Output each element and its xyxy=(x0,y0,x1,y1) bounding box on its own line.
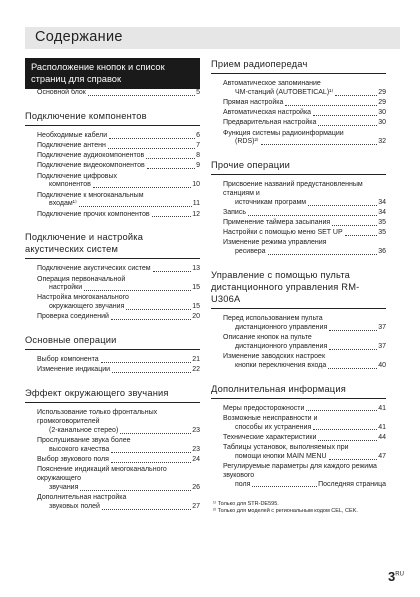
page-ref: Последняя страница xyxy=(318,480,386,488)
leader-dots xyxy=(335,95,377,96)
toc-section xyxy=(211,58,386,147)
leader-dots xyxy=(318,440,377,441)
toc-section xyxy=(25,58,200,98)
toc-entry-text: Необходимые кабели xyxy=(37,131,108,139)
leader-dots xyxy=(252,486,317,487)
toc-entry-text: Меры предосторожности xyxy=(223,404,305,412)
toc-entry-text: Подключение акустических систем xyxy=(37,265,151,273)
leader-dots xyxy=(313,115,377,116)
toc-entry-text: Предварительная настройка xyxy=(223,119,317,127)
toc-entry-text: ЧМ-станций (AUTOBETICAL)¹⁾ xyxy=(235,88,334,96)
page-ref: 10 xyxy=(192,181,200,189)
entry-list xyxy=(211,80,386,147)
toc-entry[interactable] xyxy=(223,324,386,333)
footnote: ¹⁾ Только для STR-DE595. xyxy=(213,501,279,508)
leader-dots xyxy=(329,330,377,331)
section-header: Прием радиопередач xyxy=(211,58,386,74)
toc-entry[interactable] xyxy=(37,200,200,209)
page-ref: 37 xyxy=(378,323,386,331)
page-ref: 12 xyxy=(192,210,200,218)
right-column xyxy=(211,58,386,515)
toc-entry-text: Настройки с помощью меню SET UP xyxy=(223,229,343,237)
toc-entry-text: (2-канальное стерео) xyxy=(49,426,119,434)
toc-entry-text: дистанционного управления xyxy=(235,342,328,350)
page-ref: 30 xyxy=(378,119,386,127)
page-ref: 40 xyxy=(378,361,386,369)
leader-dots xyxy=(268,254,378,255)
toc-entry-text: Использование только фронтальных громкоговорителей xyxy=(37,409,158,426)
page-ref: 23 xyxy=(192,426,200,434)
toc-entry-text: Подключение антенн xyxy=(37,141,106,149)
page-ref: 23 xyxy=(192,445,200,453)
toc-entry[interactable] xyxy=(223,424,386,433)
section-header: Расположение кнопок и список страниц для справок xyxy=(25,58,200,89)
toc-entry-text: настройки xyxy=(49,284,83,292)
toc-entry-text: Дополнительная настройка xyxy=(37,493,127,501)
leader-dots xyxy=(308,205,377,206)
section-header: Основные операции xyxy=(25,334,200,350)
page-ref: 30 xyxy=(378,109,386,117)
leader-dots xyxy=(109,138,195,139)
toc-section xyxy=(25,231,200,322)
page-ref: 44 xyxy=(378,433,386,441)
toc-entry-text: Подключение прочих компонентов xyxy=(37,210,150,218)
leader-dots xyxy=(306,410,377,411)
toc-entry-text: Настройка многоканального xyxy=(37,294,129,302)
toc-section xyxy=(25,110,200,220)
toc-entry[interactable] xyxy=(37,142,200,151)
leader-dots xyxy=(111,319,191,320)
page-ref: 13 xyxy=(192,265,200,273)
toc-entry-text: помощи кнопки MAIN MENU xyxy=(235,452,327,460)
leader-dots xyxy=(332,225,377,226)
toc-entry[interactable] xyxy=(37,503,200,512)
toc-entry-text: Подключение цифровых xyxy=(37,172,118,180)
page-number: $3^{RU}$ xyxy=(388,569,404,584)
entry-list xyxy=(25,356,200,375)
page-ref: 22 xyxy=(192,366,200,374)
toc-entry[interactable] xyxy=(37,303,200,312)
section-header: Прочие операции xyxy=(211,159,386,175)
entry-list xyxy=(211,405,386,490)
toc-entry[interactable] xyxy=(223,119,386,128)
leader-dots xyxy=(313,429,377,430)
toc-entry[interactable] xyxy=(37,132,200,141)
toc-entry-text: окружающего звучания xyxy=(49,303,125,311)
toc-section xyxy=(211,269,386,371)
toc-entry-text: Подключение аудиокомпонентов xyxy=(37,152,145,160)
toc-entry[interactable] xyxy=(37,356,200,365)
toc-entry-text: компонентов xyxy=(49,181,91,189)
leader-dots xyxy=(112,372,191,373)
leader-dots xyxy=(126,309,191,310)
page-ref: 9 xyxy=(196,162,200,170)
toc-entry[interactable] xyxy=(223,434,386,443)
toc-entry-text: Присвоение названий предустановленным станциям и xyxy=(223,181,363,197)
page-ref: 26 xyxy=(192,483,200,491)
leader-dots xyxy=(88,95,195,96)
footnotes xyxy=(211,501,386,515)
toc-entry-text: Подключение видеокомпонентов xyxy=(37,162,145,170)
toc-entry[interactable] xyxy=(223,219,386,228)
leader-dots xyxy=(285,105,377,106)
page-ref: 47 xyxy=(378,452,386,460)
entry-list xyxy=(25,265,200,322)
toc-entry[interactable] xyxy=(223,362,386,371)
toc-entry[interactable] xyxy=(37,313,200,322)
toc-entry-text: Основной блок xyxy=(37,89,86,96)
toc-entry-text: Технические характеристики xyxy=(223,433,317,441)
page-ref: 41 xyxy=(378,423,386,431)
page-ref: 35 xyxy=(378,229,386,237)
toc-entry[interactable] xyxy=(37,162,200,171)
page-title: Содержание xyxy=(35,29,123,45)
leader-dots xyxy=(318,125,377,126)
toc-entry[interactable] xyxy=(223,99,386,108)
leader-dots xyxy=(93,187,191,188)
toc-section xyxy=(211,383,386,490)
toc-entry[interactable] xyxy=(223,481,386,490)
toc-entry-text: Регулируемые параметры для каждого режима звукового xyxy=(223,462,377,479)
toc-entry[interactable] xyxy=(37,265,200,274)
page-ref: 8 xyxy=(196,152,200,160)
footnote: ²⁾ Только для моделей с региональным кодом CEL, CEK. xyxy=(213,508,358,515)
toc-entry[interactable] xyxy=(223,89,386,98)
toc-entry[interactable] xyxy=(223,109,386,118)
toc-entry-text: Выбор компонента xyxy=(37,356,99,364)
toc-entry-text: Пояснение индикаций многоканального окружающего xyxy=(37,466,167,482)
page-ref: 35 xyxy=(378,219,386,227)
toc-entry[interactable] xyxy=(37,427,200,436)
entry-list xyxy=(25,132,200,220)
page-ref: 15 xyxy=(192,284,200,292)
toc-entry-text: источникам программ xyxy=(235,198,307,206)
page-ref: 5 xyxy=(196,89,200,96)
leader-dots xyxy=(328,368,377,369)
toc-entry-text: входам¹⁾ xyxy=(49,200,77,208)
toc-entry-text: дистанционного управления xyxy=(235,323,328,331)
page-ref: 29 xyxy=(378,98,386,106)
leader-dots xyxy=(147,168,195,169)
page-ref: 24 xyxy=(192,456,200,464)
leader-dots xyxy=(345,235,378,236)
toc-entry[interactable] xyxy=(223,229,386,238)
page-ref: 37 xyxy=(378,342,386,350)
toc-entry-text: звучания xyxy=(49,483,79,491)
entry-list xyxy=(25,409,200,511)
toc-entry-text: Перед использованием пульта xyxy=(223,315,323,323)
toc-entry-text: Проверка соединений xyxy=(37,313,109,321)
toc-entry[interactable] xyxy=(37,446,200,455)
entry-list xyxy=(211,181,386,257)
toc-entry[interactable] xyxy=(223,248,386,257)
leader-dots xyxy=(102,509,191,510)
toc-entry-text: Изменение заводских настроек xyxy=(223,353,326,361)
toc-entry-text: Автоматическая настройка xyxy=(223,109,312,117)
leader-dots xyxy=(248,215,377,216)
toc-entry-text: Возможные неисправности и xyxy=(223,414,318,422)
toc-entry[interactable] xyxy=(223,343,386,352)
leader-dots xyxy=(152,216,192,217)
leader-dots xyxy=(84,290,191,291)
toc-entry-text: высокого качества xyxy=(49,445,110,453)
toc-entry[interactable] xyxy=(223,405,386,414)
page-ref: 34 xyxy=(378,198,386,206)
leader-dots xyxy=(153,271,192,272)
toc-entry-text: поля xyxy=(235,480,251,488)
toc-entry[interactable] xyxy=(223,199,386,208)
toc-section xyxy=(25,387,200,511)
leader-dots xyxy=(80,490,191,491)
page-ref: 6 xyxy=(196,131,200,139)
page-ref: 29 xyxy=(378,88,386,96)
page-ref: 36 xyxy=(378,248,386,256)
page-ref: 41 xyxy=(378,404,386,412)
leader-dots xyxy=(111,452,191,453)
page-ref: 34 xyxy=(378,208,386,216)
page-ref: 7 xyxy=(196,141,200,149)
page-ref: 20 xyxy=(192,313,200,321)
toc-entry[interactable] xyxy=(37,284,200,293)
page-ref: 21 xyxy=(192,356,200,364)
toc-entry[interactable] xyxy=(37,181,200,190)
section-header: Дополнительная информация xyxy=(211,383,386,399)
section-header: Подключение компонентов xyxy=(25,110,200,126)
toc-entry[interactable] xyxy=(223,138,386,147)
toc-section xyxy=(211,159,386,257)
toc-entry-text: Прослушивание звука более xyxy=(37,437,131,445)
toc-entry-text: Автоматическое запоминание xyxy=(223,80,321,87)
toc-entry[interactable] xyxy=(37,484,200,493)
toc-entry-text: Изменение индикации xyxy=(37,366,111,374)
toc-entry[interactable] xyxy=(37,456,200,465)
leader-dots xyxy=(108,148,195,149)
toc-entry-text: (RDS)²⁾ xyxy=(235,138,259,146)
toc-entry-text: ресивера xyxy=(235,248,266,256)
page-ref: 32 xyxy=(378,138,386,146)
entry-list xyxy=(211,315,386,371)
leader-dots xyxy=(120,433,191,434)
toc-entry-text: Подключение к многоканальным xyxy=(37,191,144,199)
toc-entry-text: Операция первоначальной xyxy=(37,275,126,283)
toc-entry-text: Изменение режима управления xyxy=(223,239,327,247)
toc-entry-text: способы их устранения xyxy=(235,423,312,431)
section-header: Управление с помощью пульта дистанционного управления RM-U306A xyxy=(211,269,386,309)
toc-entry[interactable] xyxy=(37,152,200,161)
leader-dots xyxy=(146,158,195,159)
toc-entry-text: Функция системы радиоинформации xyxy=(223,129,344,137)
toc-entry[interactable] xyxy=(37,211,200,220)
entry-list xyxy=(25,89,200,98)
toc-entry[interactable] xyxy=(223,453,386,462)
leader-dots xyxy=(101,362,192,363)
page-ref: 27 xyxy=(192,502,200,510)
toc-entry-text: Выбор звукового поля xyxy=(37,456,109,464)
toc-entry-text: Применение таймера засыпания xyxy=(223,219,331,227)
section-header: Подключение и настройка акустических систем xyxy=(25,231,200,259)
toc-entry-text: Таблицы установок, выполняемых при xyxy=(223,444,349,451)
page-ref: 11 xyxy=(192,200,200,208)
leader-dots xyxy=(111,462,191,463)
leader-dots xyxy=(329,349,377,350)
toc-entry-text: Прямая настройка xyxy=(223,98,284,106)
leader-dots xyxy=(329,459,378,460)
section-header: Эффект окружающего звучания xyxy=(25,387,200,403)
toc-entry-text: Запись xyxy=(223,208,246,216)
toc-entry[interactable] xyxy=(223,209,386,218)
toc-entry[interactable] xyxy=(37,89,200,98)
toc-entry-text: звуковых полей xyxy=(49,502,100,510)
toc-entry-text: Описание кнопок на пульте xyxy=(223,334,312,342)
page-ref: 15 xyxy=(192,303,200,311)
leader-dots xyxy=(261,144,378,145)
left-column xyxy=(25,58,200,524)
leader-dots xyxy=(79,206,192,207)
toc-entry-text: кнопки переключения входа xyxy=(235,361,327,369)
toc-entry[interactable] xyxy=(37,366,200,375)
contents-title-bar xyxy=(25,27,400,49)
toc-section xyxy=(25,334,200,375)
